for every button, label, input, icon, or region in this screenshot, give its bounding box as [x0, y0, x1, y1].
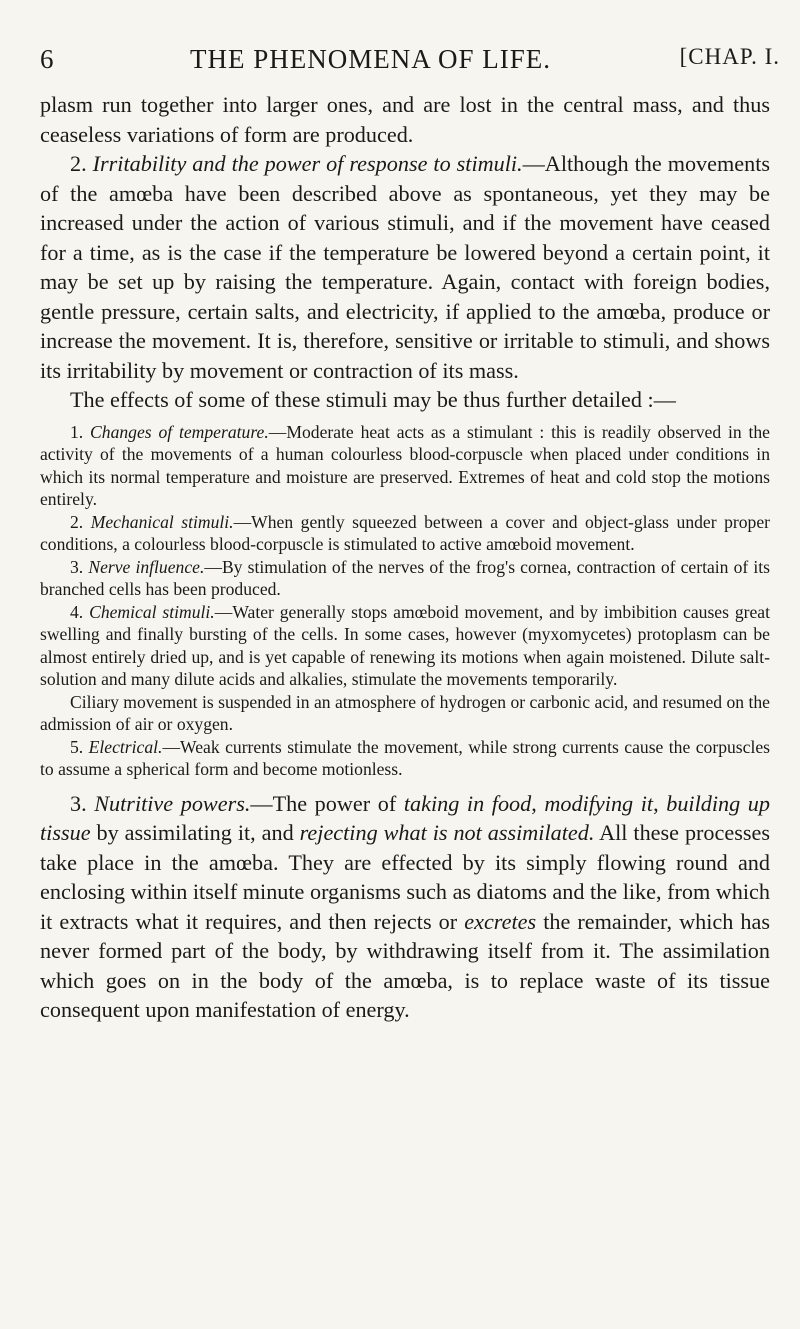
intro-paragraph: plasm run together into larger ones, and are lost in the central mass, and thus ceaseless variations of form are produced. [40, 92, 770, 147]
running-title: THE PHENOMENA OF LIFE. [190, 44, 552, 74]
stimulus-number: 1. [70, 421, 84, 442]
section-number: 3. [70, 790, 87, 816]
stimulus-number: 5. [70, 736, 84, 757]
page-number: 6 [40, 44, 54, 74]
section-2-paragraph [40, 149, 770, 385]
stimulus-item [40, 421, 770, 511]
emphasis: modifying it [544, 790, 654, 816]
stimulus-heading: Mechanical stimuli. [90, 511, 234, 532]
stimulus-heading: Electrical. [88, 736, 163, 757]
section-text: All these processes take place in the amœba. They are effected by its simply flowing round and enclosing within itself minute organisms such as diatoms and the like, from which it extracts what it requires, and then rejects or [40, 820, 770, 934]
section-2-followup: The effects of some of these stimuli may be thus further detailed :— [70, 387, 676, 412]
section-text: by assimilating it, and [90, 820, 300, 845]
stimulus-number: 4. [70, 601, 84, 622]
emphasis: excretes [464, 908, 537, 934]
emphasis: taking in food [403, 790, 532, 816]
section-text: the remainder, which has never formed part of the body, by withdrawing itself from it. The assimilation which goes on in the body of the amœba, is to replace waste of its tissue consequent upon manifestation of energy. [40, 908, 770, 1022]
emphasis: building up tissue [40, 790, 770, 845]
section-text: —Although the movements of the amœba have been described above as spontaneous, yet they may be increased under the action of various stimuli, and if the movement have ceased for a time, as is the case if the temperature be lowered beyond a certain point, it may be set up by raising the temperature. Again, contact with foreign bodies, gentle pressure, certain salts, and electricity, if applied to the amœba, produce or increase the movement. It is, therefore, sensitive or irritable to stimuli, and shows its irritability by movement or contraction of its mass. [40, 151, 770, 383]
section-text: , [531, 790, 545, 816]
stimulus-number: 3. [70, 556, 84, 577]
section-text: , [653, 790, 667, 816]
chapter-marker: [CHAP. I. [679, 44, 780, 69]
stimulus-number: 2. [70, 511, 84, 532]
stimulus-text: —Water generally stops amœboid movement, and by imbibition causes great swelling and finally bursting of the cells. In some cases, however (myxomycetes) protoplasm can be almost entirely dried up, and is yet capable of renewing its motions when again moistened. Dilute salt-solution and many dilute acids and alkalies, stimulate the movements temporarily. [40, 601, 770, 689]
running-header [40, 44, 780, 78]
section-number: 2. [70, 151, 87, 176]
section-text: —The power of [250, 790, 404, 816]
stimulus-heading: Changes of temperature. [90, 421, 269, 442]
stimulus-text: —Moderate heat acts as a stimulant : this is readily observed in the activity of the movements of a human colourless blood-corpuscle when placed under conditions in which its normal temperature and moisture are preserved. Extremes of heat and cold stop the motions entirely. [40, 421, 770, 509]
stimulus-item [40, 556, 770, 601]
stimulus-item [40, 511, 770, 556]
page-body [40, 90, 770, 1025]
stimulus-heading: Nerve influence. [88, 556, 205, 577]
section-heading: Nutritive powers. [94, 790, 251, 816]
stimulus-item [40, 601, 770, 691]
ciliary-note: Ciliary movement is suspended in an atmosphere of hydrogen or carbonic acid, and resumed on the admission of air or oxygen. [40, 691, 770, 734]
stimulus-heading: Chemical stimuli. [89, 601, 215, 622]
emphasis: rejecting what is not assimilated. [299, 820, 595, 845]
stimulus-text: —Weak currents stimulate the movement, while strong currents cause the corpuscles to assume a spherical form and become motionless. [40, 736, 770, 779]
section-3-paragraph [40, 789, 770, 1025]
section-heading: Irritability and the power of response to stimuli. [92, 151, 523, 176]
stimulus-text: —When gently squeezed between a cover and object-glass under proper conditions, a colourless blood-corpuscle is stimulated to active amœboid movement. [40, 511, 771, 554]
stimulus-text: —By stimulation of the nerves of the frog's cornea, contraction of certain of its branched cells has been produced. [40, 556, 770, 599]
stimulus-item [40, 736, 770, 781]
